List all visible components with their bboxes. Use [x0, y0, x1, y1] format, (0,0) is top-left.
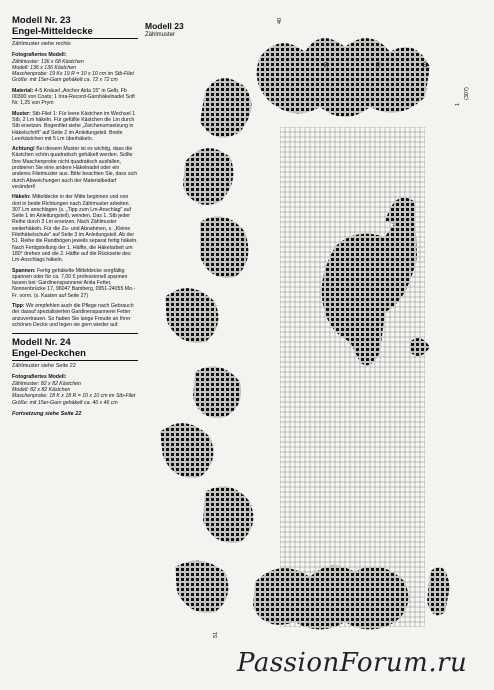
- material-label: Material:: [12, 87, 34, 94]
- photographed-model-2-label: Fotografiertes Modell:: [12, 374, 67, 381]
- stitch-pattern-text: Stb-Filet 1: Für leere Kästchen im Wechsel 1 Stb, 2 Lm häkeln. Für gefüllte Kästchen die Lm durch Stb ersetzen. Bogenfilet siehe „Zeichenumsetzung in Häkelschrift" auf Seite 2 im Anleitungsteil. Breite Leerkästchen mit 5 Lm überhäkeln.: [12, 110, 136, 142]
- blocking-block: [12, 268, 138, 299]
- chart-number-10: 10: [423, 61, 429, 68]
- model-23-title: Modell Nr. 23: [12, 15, 71, 26]
- chart-number-51: 51: [213, 631, 219, 638]
- attention-text: Bei diesem Muster ist es wichtig, dass die Kästchen schön quadratisch gehäkelt werden. Sollte Ihre Maschenprobe nicht quadratisch ausfallen, probieren Sie eine andere Häkelnadel oder ein anderes Filetmuster aus. Bitte beachten Sie, dass sich durch Abweichungen auch der Materialbedarf verändert!: [12, 146, 138, 190]
- photographed-model-label: Fotografiertes Modell:: [12, 52, 67, 59]
- continuation-note: Fortsetzung siehe Seite 22: [12, 410, 82, 417]
- blocking-label: Spannen:: [12, 267, 36, 274]
- instructions-column: [12, 16, 138, 417]
- material-block: [12, 88, 138, 107]
- tip-label: Tipp:: [12, 302, 25, 309]
- model-24-subtitle: Engel-Deckchen: [12, 348, 138, 361]
- material-text: 4-5 Knäuel „Anchor Aida 15" in Gelb, Fb 00300 von Coats; 1 Inra-Record-Garnhäkelnadel Soft Nr. 1,25 von Prym: [12, 87, 135, 107]
- chart-subtitle: Zählmuster: [145, 32, 176, 38]
- photographed-model-line-1: Zählmuster: 136 x 68 Kästchen: [12, 58, 84, 65]
- photographed-model-line-3: Maschenprobe: 19 Kx 19 R = 10 x 10 cm im Stb-Filet: [12, 71, 134, 78]
- chart-number-30: 30: [324, 61, 330, 68]
- photographed-model-2-line-2: Modell: 82 x 82 Kästchen: [12, 387, 71, 394]
- photographed-model-2-block: [12, 374, 138, 405]
- photographed-model-2-line-1: Zählmuster: 82 x 82 Kästchen: [12, 380, 81, 387]
- model-23-chart-ref: Zählmuster siehe rechts: [12, 41, 71, 47]
- tip-block: [12, 303, 138, 328]
- stitch-pattern-block: [12, 111, 138, 142]
- crochet-block: [12, 194, 138, 263]
- photographed-model-line-4: Größe: mit 15er-Garn gehäkelt ca. 72 x 72 cm: [12, 77, 118, 84]
- photographed-model-block: [12, 52, 138, 83]
- chart-number-40: 40: [277, 17, 283, 24]
- stitch-pattern-label: Muster:: [12, 110, 31, 117]
- attention-block: [12, 146, 138, 190]
- chart-header: [145, 22, 184, 39]
- section-divider: [12, 333, 138, 334]
- attention-label: Achtung!: [12, 146, 35, 153]
- watermark: PassionForum.ru: [237, 648, 468, 678]
- chart-number-20: 20: [376, 61, 382, 68]
- crochet-text: Mitteldecke in der Mitte beginnen und von dort in beide Richtungen nach Zählmuster arbeiten. 307 Lm anschlagen (s. „Tipp zum Lm-Anschlag" auf Seite 1 im Anleitungsteil), wenden. Das 1. Stb jeder Reihe durch 3 Lm ersetzen. Nach Zählmuster weiterhäkeln. Für die Zu- und Abnahmen, s. „Kleine Filethäkelschule" auf Seite 3 im Anleitungsteil. Ab der 51. Reihe die Randbögen jeweils separat fertig häkeln. Nach Fertigstellung der 1. Hälfte, die Häkelarbeit um 180° drehen und die 2. Hälfte auf die Rückseite des Lm-Anschlags häkeln.: [12, 194, 138, 264]
- chart-number-1: 1: [455, 102, 461, 106]
- photographed-model-line-2: Modell: 136 x 136 Kästchen: [12, 64, 77, 71]
- crochet-label: Häkeln:: [12, 194, 31, 201]
- tip-text: Wir empfehlen auch die Pflege nach Gebrauch der darauf spezialisierten Gardinenspannerei Fetter anzuvertrauen. So haben Sie lange Freude an Ihrer schönen Decke und legen sie gern wieder auf.: [12, 302, 134, 328]
- photographed-model-2-line-3: Maschenprobe: 18 K x 18 R = 10 x 10 cm im Stb-Filet: [12, 393, 136, 400]
- chart-number-307: (307): [464, 87, 470, 100]
- photographed-model-2-line-4: Größe: mit 15er-Garn gehäkelt ca. 46 x 46 cm: [12, 399, 118, 406]
- filet-chart: [145, 12, 455, 652]
- blocking-text: Fertig gehäkelte Mitteldecke sorgfältig spannen oder für ca. 7,00 € professionell spannen lassen bei: Gardinenspannerei Anita Fetter, Nonnenbrücke 17, 96047 Bamberg, 0951-24055 Mo.-Fr. vorm. (s. Kasten auf Seite 27): [12, 267, 136, 299]
- model-24-title: Modell Nr. 24: [12, 337, 71, 349]
- chart-title: Modell 23: [145, 21, 184, 31]
- model-24-chart-ref: Zählmuster siehe Seite 22: [12, 363, 76, 370]
- model-23-subtitle: Engel-Mitteldecke: [12, 26, 138, 39]
